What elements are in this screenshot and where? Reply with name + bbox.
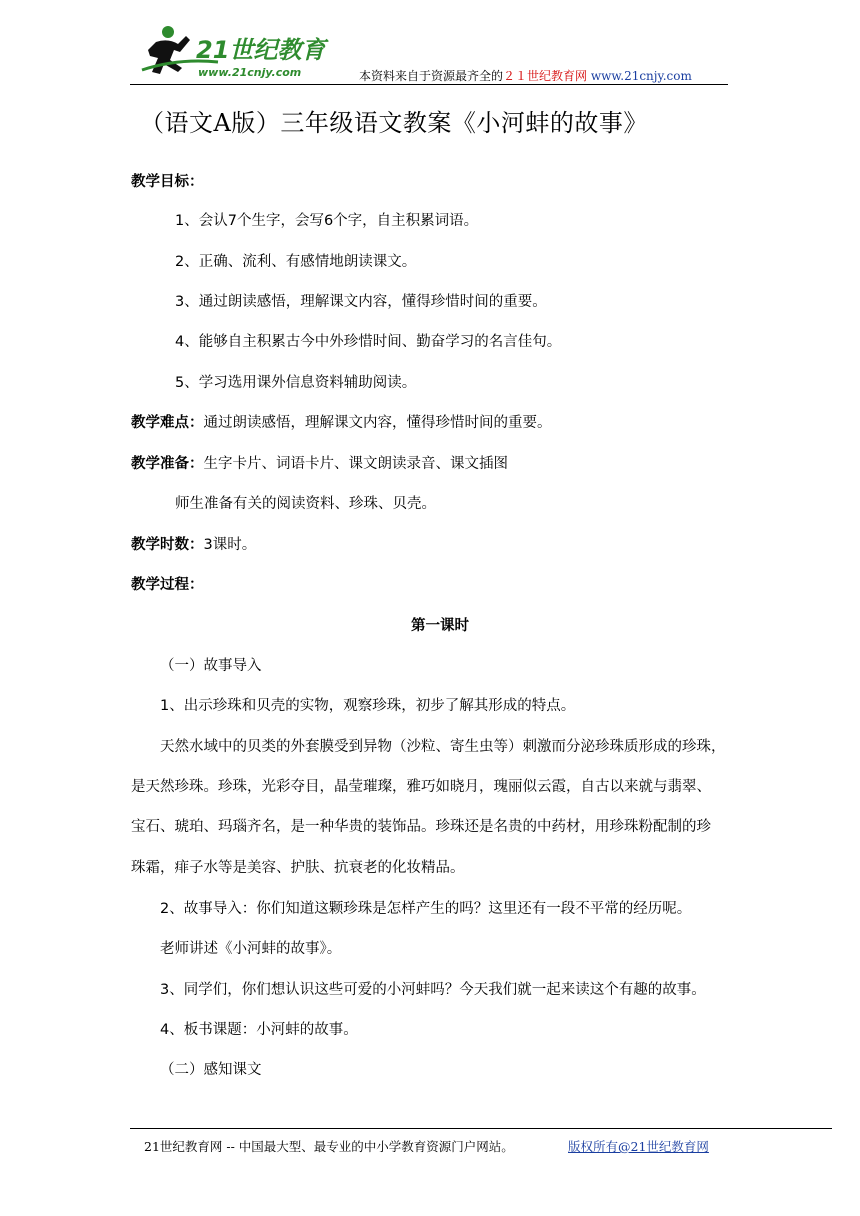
header-note-url[interactable]: www.21cnjy.com xyxy=(590,69,692,83)
difficulty-label: 教学难点： xyxy=(131,415,204,431)
hours-text: 3课时。 xyxy=(203,537,257,553)
section-item: 2、故事导入：你们知道这颗珍珠是怎样产生的吗？这里还有一段不平常的经历呢。 xyxy=(160,901,692,917)
section-text: 老师讲述《小河蚌的故事》。 xyxy=(160,941,342,957)
goal-item: 3、通过朗读感悟，理解课文内容，懂得珍惜时间的重要。 xyxy=(175,294,547,310)
preparation-text: 生字卡片、词语卡片、课文朗读录音、课文插图 xyxy=(203,456,508,472)
header-note-site[interactable]: ２１世纪教育网 xyxy=(503,69,588,83)
site-logo xyxy=(138,22,338,80)
goal-item: 2、正确、流利、有感情地朗读课文。 xyxy=(175,254,417,270)
page-header xyxy=(0,0,860,90)
header-note xyxy=(359,67,692,84)
lesson-title: 第一课时 xyxy=(411,618,469,634)
hours-row xyxy=(131,533,256,554)
footer-copyright-link[interactable]: 版权所有@21世纪教育网 xyxy=(568,1139,709,1154)
logo-brand-text: 21世纪教育 xyxy=(196,36,326,64)
paragraph-line: 宝石、琥珀、玛瑙齐名，是一种华贵的装饰品。珍珠还是名贵的中药材，用珍珠粉配制的珍 xyxy=(131,819,711,835)
difficulty-text: 通过朗读感悟，理解课文内容，懂得珍惜时间的重要。 xyxy=(203,415,552,431)
paragraph-line: 珠霜，痱子水等是美容、护肤、抗衰老的化妆精品。 xyxy=(131,860,465,876)
preparation-row xyxy=(131,452,508,473)
preparation-text-2: 师生准备有关的阅读资料、珍珠、贝壳。 xyxy=(175,496,436,512)
preparation-label: 教学准备： xyxy=(131,456,204,472)
goal-item: 1、会认7个生字，会写6个字，自主积累词语。 xyxy=(175,213,479,229)
hours-label: 教学时数： xyxy=(131,537,204,553)
section-heading: （二）感知课文 xyxy=(160,1062,262,1078)
footer-text: 21世纪教育网 -- 中国最大型、最专业的中小学教育资源门户网站。 xyxy=(144,1139,514,1154)
section-item: 4、板书课题：小河蚌的故事。 xyxy=(160,1022,358,1038)
document-title: （语文A版）三年级语文教案《小河蚌的故事》 xyxy=(140,109,648,137)
process-label: 教学过程： xyxy=(131,577,204,593)
paragraph-line: 是天然珍珠。珍珠，光彩夺目，晶莹璀璨，雅巧如晓月，瑰丽似云霞，自古以来就与翡翠、 xyxy=(131,779,711,795)
difficulty-row xyxy=(131,411,552,432)
paragraph-line: 天然水域中的贝类的外套膜受到异物（沙粒、寄生虫等）刺激而分泌珍珠质形成的珍珠， xyxy=(160,739,726,755)
section-heading: （一）故事导入 xyxy=(160,658,262,674)
goal-item: 4、能够自主积累古今中外珍惜时间、勤奋学习的名言佳句。 xyxy=(175,334,562,350)
logo-url-text: www.21cnjy.com xyxy=(198,66,302,79)
header-note-prefix: 本资料来自于资源最齐全的 xyxy=(359,69,504,83)
footer-divider xyxy=(130,1128,832,1129)
section-item: 3、同学们，你们想认识这些可爱的小河蚌吗？今天我们就一起来读这个有趣的故事。 xyxy=(160,982,706,998)
section-item: 1、出示珍珠和贝壳的实物，观察珍珠，初步了解其形成的特点。 xyxy=(160,698,576,714)
goals-label: 教学目标： xyxy=(131,174,204,190)
header-divider xyxy=(130,84,728,85)
goal-item: 5、学习选用课外信息资料辅助阅读。 xyxy=(175,375,417,391)
